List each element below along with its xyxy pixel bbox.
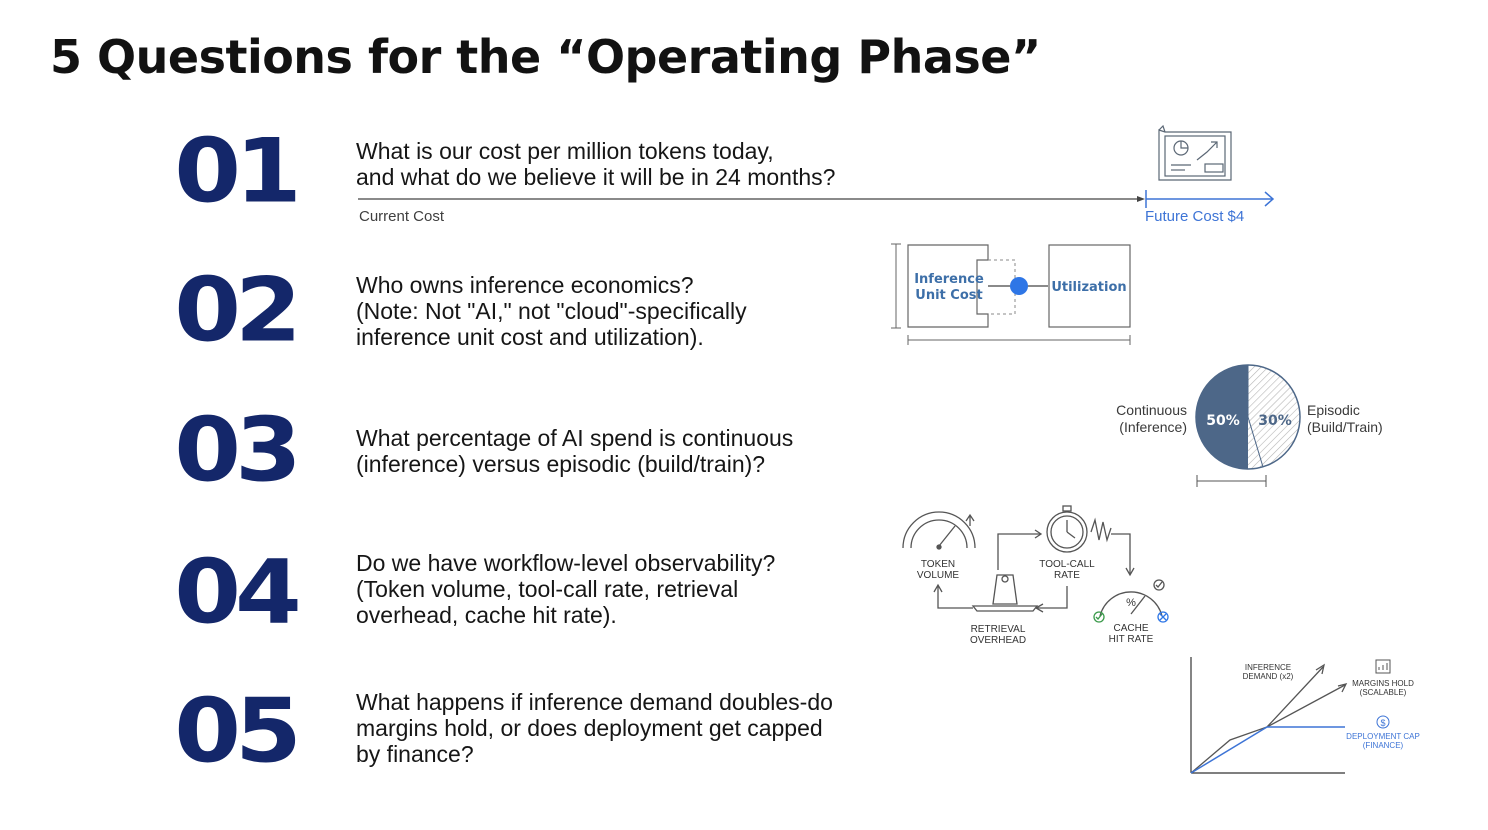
margins-hold-line bbox=[1267, 685, 1345, 727]
deployment-cap-line bbox=[1191, 727, 1345, 773]
cap-label-2: (FINANCE) bbox=[1362, 741, 1404, 750]
observability-figure bbox=[895, 500, 1185, 650]
inference-sublabel: (Inference) bbox=[1119, 419, 1187, 435]
question-number-05: 05 bbox=[174, 679, 296, 783]
question-text-01: What is our cost per million tokens today, and what do we believe it will be in 24 months? bbox=[356, 138, 836, 190]
utilization-label: Utilization bbox=[1051, 280, 1127, 295]
tool-call-label-1: TOOL-CALL bbox=[1039, 559, 1095, 570]
demand-label-1: INFERENCE bbox=[1244, 663, 1292, 672]
question-text-03: What percentage of AI spend is continuous (inference) versus episodic (build/train)? bbox=[356, 425, 794, 477]
cross-icon bbox=[1158, 612, 1168, 622]
unit-cost-label: Unit Cost bbox=[915, 288, 983, 303]
cache-label-1: CACHE bbox=[1113, 623, 1149, 634]
continuous-label: Continuous bbox=[1116, 402, 1187, 418]
scale-weight-icon bbox=[973, 575, 1037, 611]
demand-label-2: DEMAND (x2) bbox=[1242, 672, 1294, 681]
retrieval-label-1: RETRIEVAL bbox=[970, 624, 1026, 635]
cost-timeline-figure bbox=[355, 120, 1295, 235]
question-number-03: 03 bbox=[174, 398, 296, 502]
cache-gauge-icon bbox=[1100, 592, 1162, 616]
demand-chart-figure bbox=[1185, 655, 1435, 780]
future-cost-label: Future Cost $4 bbox=[1145, 208, 1245, 225]
inference-label: Inference bbox=[914, 272, 984, 287]
spend-split-figure bbox=[1105, 360, 1405, 495]
continuous-percent: 50% bbox=[1206, 413, 1240, 429]
gauge-icon bbox=[903, 512, 975, 549]
flow-arrows bbox=[934, 530, 1134, 612]
question-number-01: 01 bbox=[174, 119, 296, 223]
question-text-05: What happens if inference demand doubles-do margins hold, or does deployment get capped by finance? bbox=[356, 689, 833, 767]
page-title: 5 Questions for the “Operating Phase” bbox=[50, 30, 1041, 84]
check-badge-icon bbox=[1154, 580, 1164, 590]
cap-label-1: DEPLOYMENT CAP bbox=[1346, 732, 1420, 741]
svg-text:$: $ bbox=[1380, 718, 1386, 728]
episodic-percent: 30% bbox=[1258, 413, 1292, 429]
stopwatch-icon bbox=[1047, 506, 1111, 552]
junction-dot bbox=[1010, 277, 1028, 295]
question-text-02: Who owns inference economics? (Note: Not "AI," not "cloud"-specifically inference unit cost and utilization). bbox=[356, 272, 747, 350]
ownership-figure bbox=[885, 238, 1145, 350]
current-cost-label: Current Cost bbox=[359, 208, 445, 225]
tool-call-label-2: RATE bbox=[1054, 570, 1080, 581]
inference-demand-line bbox=[1191, 667, 1323, 773]
check-icon bbox=[1094, 612, 1104, 622]
retrieval-label-2: OVERHEAD bbox=[969, 635, 1027, 646]
question-text-04: Do we have workflow-level observability? (Token volume, tool-call rate, retrieval overhead, cache hit rate). bbox=[356, 550, 776, 628]
build-train-sublabel: (Build/Train) bbox=[1307, 419, 1383, 435]
question-number-02: 02 bbox=[174, 258, 296, 362]
token-label-2: VOLUME bbox=[916, 570, 960, 581]
margins-label-2: (SCALABLE) bbox=[1359, 688, 1407, 697]
question-number-04: 04 bbox=[174, 540, 296, 644]
small-chart-icon bbox=[1376, 660, 1390, 673]
blueprint-chart-icon bbox=[1159, 126, 1231, 180]
token-label-1: TOKEN bbox=[920, 559, 956, 570]
dollar-icon bbox=[1377, 716, 1389, 728]
timeline-arrowhead bbox=[1137, 196, 1145, 202]
margins-label-1: MARGINS HOLD bbox=[1352, 679, 1414, 688]
cache-label-2: HIT RATE bbox=[1108, 634, 1154, 645]
episodic-label: Episodic bbox=[1307, 402, 1360, 418]
svg-text:%: % bbox=[1126, 597, 1136, 609]
